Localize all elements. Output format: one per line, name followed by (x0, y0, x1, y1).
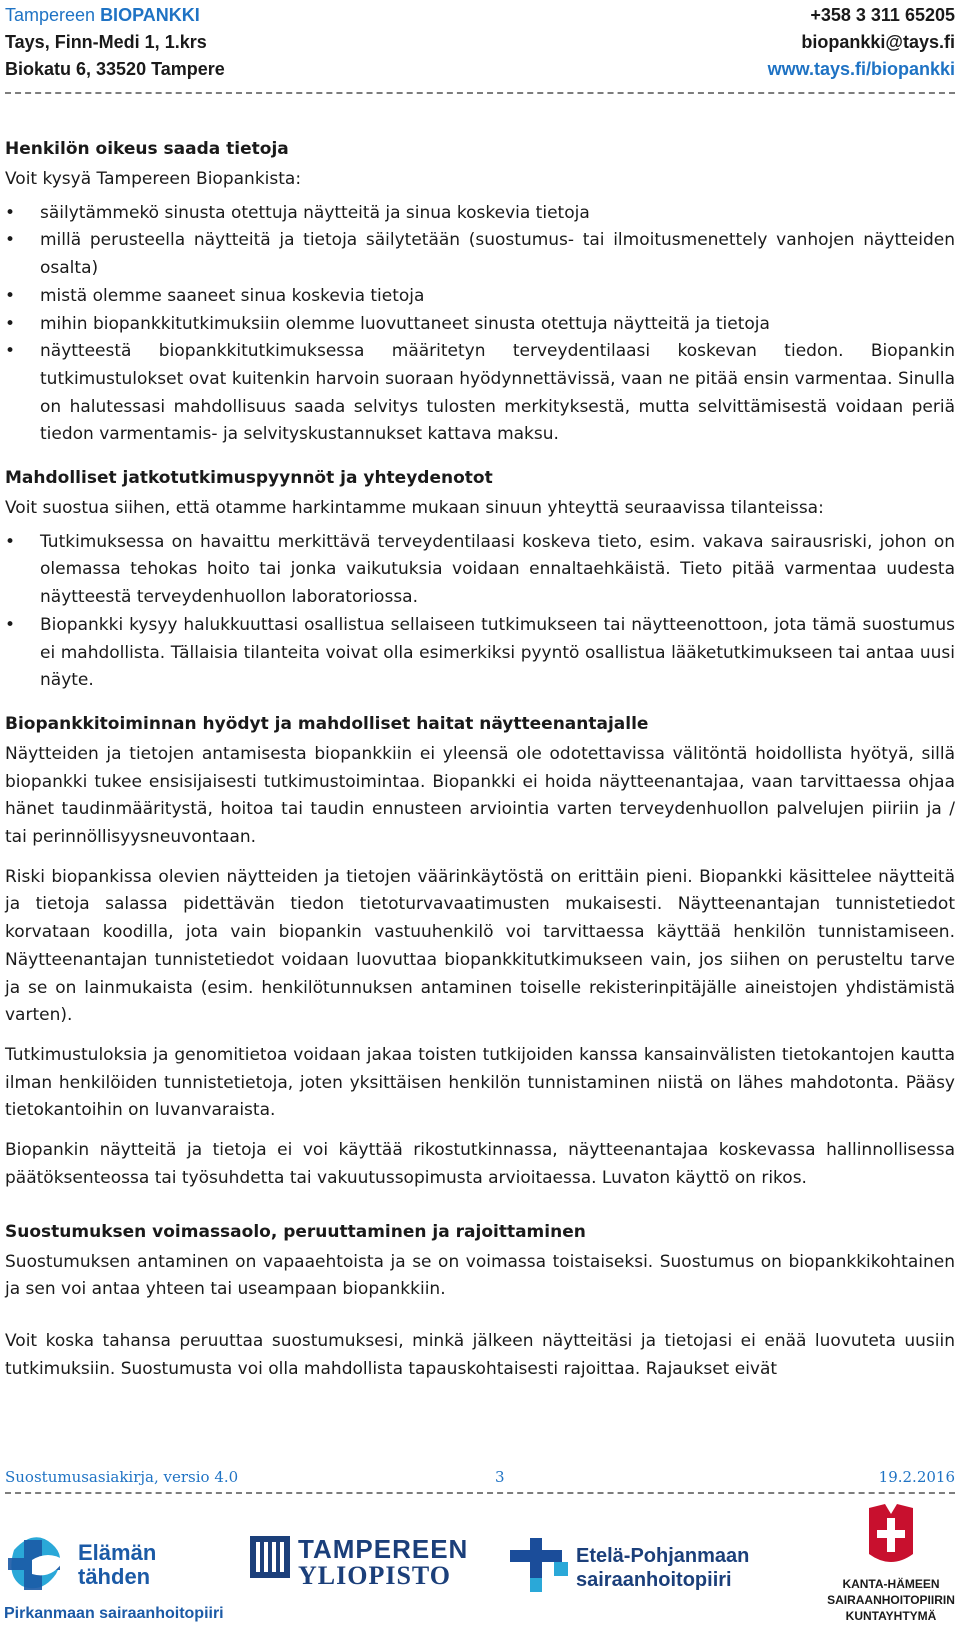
page-footer (5, 1468, 955, 1498)
kanta-hame-logo (825, 1504, 957, 1624)
header-phone: +358 3 311 65205 (810, 5, 955, 25)
header-website-link[interactable]: www.tays.fi/biopankki (767, 59, 955, 79)
list-item: • säilytämmekö sinusta otettuja näytteitä ja sinua koskevia tietoja (5, 200, 955, 228)
rights-list (5, 200, 955, 449)
contact-list (5, 529, 955, 695)
consent-paragraph: Suostumuksen antaminen on vapaaehtoista ja se on voimassa toistaiseksi. Suostumus on biopankkikohtainen ja sen voi antaa yhteen tai useampaan biopankkiin. (5, 1251, 955, 1300)
etela-pohjanmaa-logo (510, 1530, 775, 1600)
kanta-hame-emblem-icon (869, 1504, 913, 1562)
pirkanmaa-emblem-icon (8, 1537, 64, 1590)
document-body (5, 136, 955, 1383)
benefits-paragraph: Näytteiden ja tietojen antamisesta biopankkiin ei yleensä ole odotettavissa välitöntä hoidollista hyötyä, sillä biopankki tukee ensisijaisesti tutkimustoimintaa. Biopankki ei hoida näytteenantajaa, vaan tarvittaessa ohjaa hänet taudinmääritystä, hoitoa tai taudin ennusteen arviointia varten terveydenhuollon palvelujen piiriin ja / tai perinnöllisyysneuvontaan. (5, 743, 955, 848)
tampere-university-logo (250, 1530, 480, 1600)
section-heading-rights: Henkilön oikeus saada tietoja (5, 139, 289, 159)
list-item: • Biopankki kysyy halukkuuttasi osallistua sellaiseen tutkimukseen tai näytteenottoon, jota tämä suostumus ei mahdollista. Tällaisia tilanteita voivat olla esimerkiksi pyyntö osallistua lääketutkimukseen tai antaa uusi näyte. (5, 612, 955, 695)
header-address-line1: Tays, Finn-Medi 1, 1.krs (5, 32, 207, 52)
tampere-university-line2: YLIOPISTO (298, 1561, 452, 1590)
kanta-hame-line2: SAIRAANHOITOPIIRIN (827, 1593, 955, 1607)
header-address-block (5, 2, 225, 83)
etela-pohjanmaa-line2: sairaanhoitopiiri (576, 1569, 732, 1591)
section-heading-benefits: Biopankkitoiminnan hyödyt ja mahdolliset haitat näytteenantajalle (5, 713, 649, 734)
consent-paragraph: Voit koska tahansa peruuttaa suostumuksesi, minkä jälkeen näytteitäsi ja tietojasi ei enää luovuteta uusiin tutkimuksiin. Suostumusta voi olla mahdollista tapauskohtaisesti rajoittaa. Rajaukset eivät (5, 1330, 955, 1379)
etela-pohjanmaa-emblem-icon (510, 1538, 568, 1592)
footer-page-number: 3 (495, 1468, 505, 1486)
section-heading-consent: Suostumuksen voimassaolo, peruuttaminen ja rajoittaminen (5, 1221, 586, 1242)
list-item: • millä perusteella näytteitä ja tietoja säilytetään (suostumus- tai ilmoitusmenettely vanhojen näytteiden osalta) (5, 227, 955, 282)
header-address-line2: Biokatu 6, 33520 Tampere (5, 59, 225, 79)
section-heading-contact: Mahdolliset jatkotutkimuspyynnöt ja yhteydenotot (5, 468, 493, 489)
list-item: • Tutkimuksessa on havaittu merkittävä terveydentilaasi koskeva tieto, esim. vakava sairausriski, johon on olemassa tehokas hoito tai jonka vaikutuksia voidaan ennaltaehkäistä. Tieto pitää varmentaa uudesta näytteestä terveydenhuollon laboratoriossa. (5, 529, 955, 612)
list-item: • näytteestä biopankkitutkimuksessa määritetyn terveydentilaasi koskevan tiedon. Biopankin tutkimustulokset ovat kuitenkin harvoin suoraan hyödynnettävissä, vaan ne pitää ensin varmentaa. Sinulla on halutessasi mahdollisuus saada selvitys tulosten merkityksestä, mutta selvittämisestä voidaan periä tiedon varmentamis- ja selvityskustannukset kattava maksu. (5, 338, 955, 449)
page-header (5, 0, 955, 96)
header-contact-block (768, 2, 955, 83)
kanta-hame-line3: KUNTAYHTYMÄ (845, 1609, 937, 1623)
footer-date: 19.2.2016 (878, 1468, 955, 1486)
pirkanmaa-slogan-line2: tähden (78, 1564, 151, 1589)
tampere-university-line1: TAMPEREEN (298, 1534, 469, 1564)
logo-strip (0, 1500, 960, 1626)
list-item: • mihin biopankkitutkimuksiin olemme luovuttaneet sinusta otettuja näytteitä ja tietoja (5, 311, 955, 339)
pirkanmaa-logo (4, 1510, 234, 1622)
benefits-paragraph: Biopankin näytteitä ja tietoja ei voi käyttää rikostutkinnassa, näytteenantajaa koskevassa hallinnollisessa päätöksenteossa tai työsuhdetta tai vakuutussopimusta arvioitaessa. Luvaton käyttö on rikos. (5, 1140, 955, 1188)
benefits-paragraph: Riski biopankissa olevien näytteiden ja tietojen väärinkäytöstä on erittäin pieni. Biopankki käsittelee näytteitä ja tietoja salassa pidettävän tiedon tietoturvavaatimusten mukaisesti. Näytteenantajan tunnistetiedot korvataan koodilla, jota vain biopankin vastuuhenkilö voi tarvittaessa käyttää henkilön tunnistamiseen. Näytteenantajan tunnistetiedot voidaan luovuttaa biopankkitutkimukseen vain, jos siihen on perusteltu tarve ja se on lainmukaista (esim. henkilötunnuksen antaminen toiselle rekisterinpitäjälle aineistojen yhdistämistä varten). (5, 866, 955, 1026)
footer-divider (5, 1492, 955, 1494)
tampere-university-emblem-icon (250, 1536, 290, 1578)
footer-document-name: Suostumusasiakirja, versio 4.0 (5, 1468, 239, 1486)
rights-intro: Voit kysyä Tampereen Biopankista: (5, 169, 302, 189)
etela-pohjanmaa-line1: Etelä-Pohjanmaan (576, 1545, 750, 1567)
header-divider (5, 92, 955, 94)
contact-intro: Voit suostua siihen, että otamme harkintamme mukaan sinuun yhteyttä seuraavissa tilanteissa: (5, 498, 824, 519)
benefits-paragraph: Tutkimustuloksia ja genomitietoa voidaan jakaa toisten tutkijoiden kanssa kansainvälisten tietokantojen kautta ilman henkilöiden tunnistetietoja, joten yksittäisen henkilön tunnistaminen niistä on lähes mahdotonta. Pääsy tietokantoihin on luvanvaraista. (5, 1044, 955, 1121)
header-org-name: Tampereen BIOPANKKI (5, 5, 200, 25)
list-item: • mistä olemme saaneet sinua koskevia tietoja (5, 283, 955, 311)
header-email[interactable]: biopankki@tays.fi (801, 32, 955, 52)
pirkanmaa-slogan-line1: Elämän (78, 1540, 157, 1565)
pirkanmaa-org-name: Pirkanmaan sairaanhoitopiiri (4, 1605, 224, 1622)
kanta-hame-line1: KANTA-HÄMEEN (842, 1577, 940, 1591)
